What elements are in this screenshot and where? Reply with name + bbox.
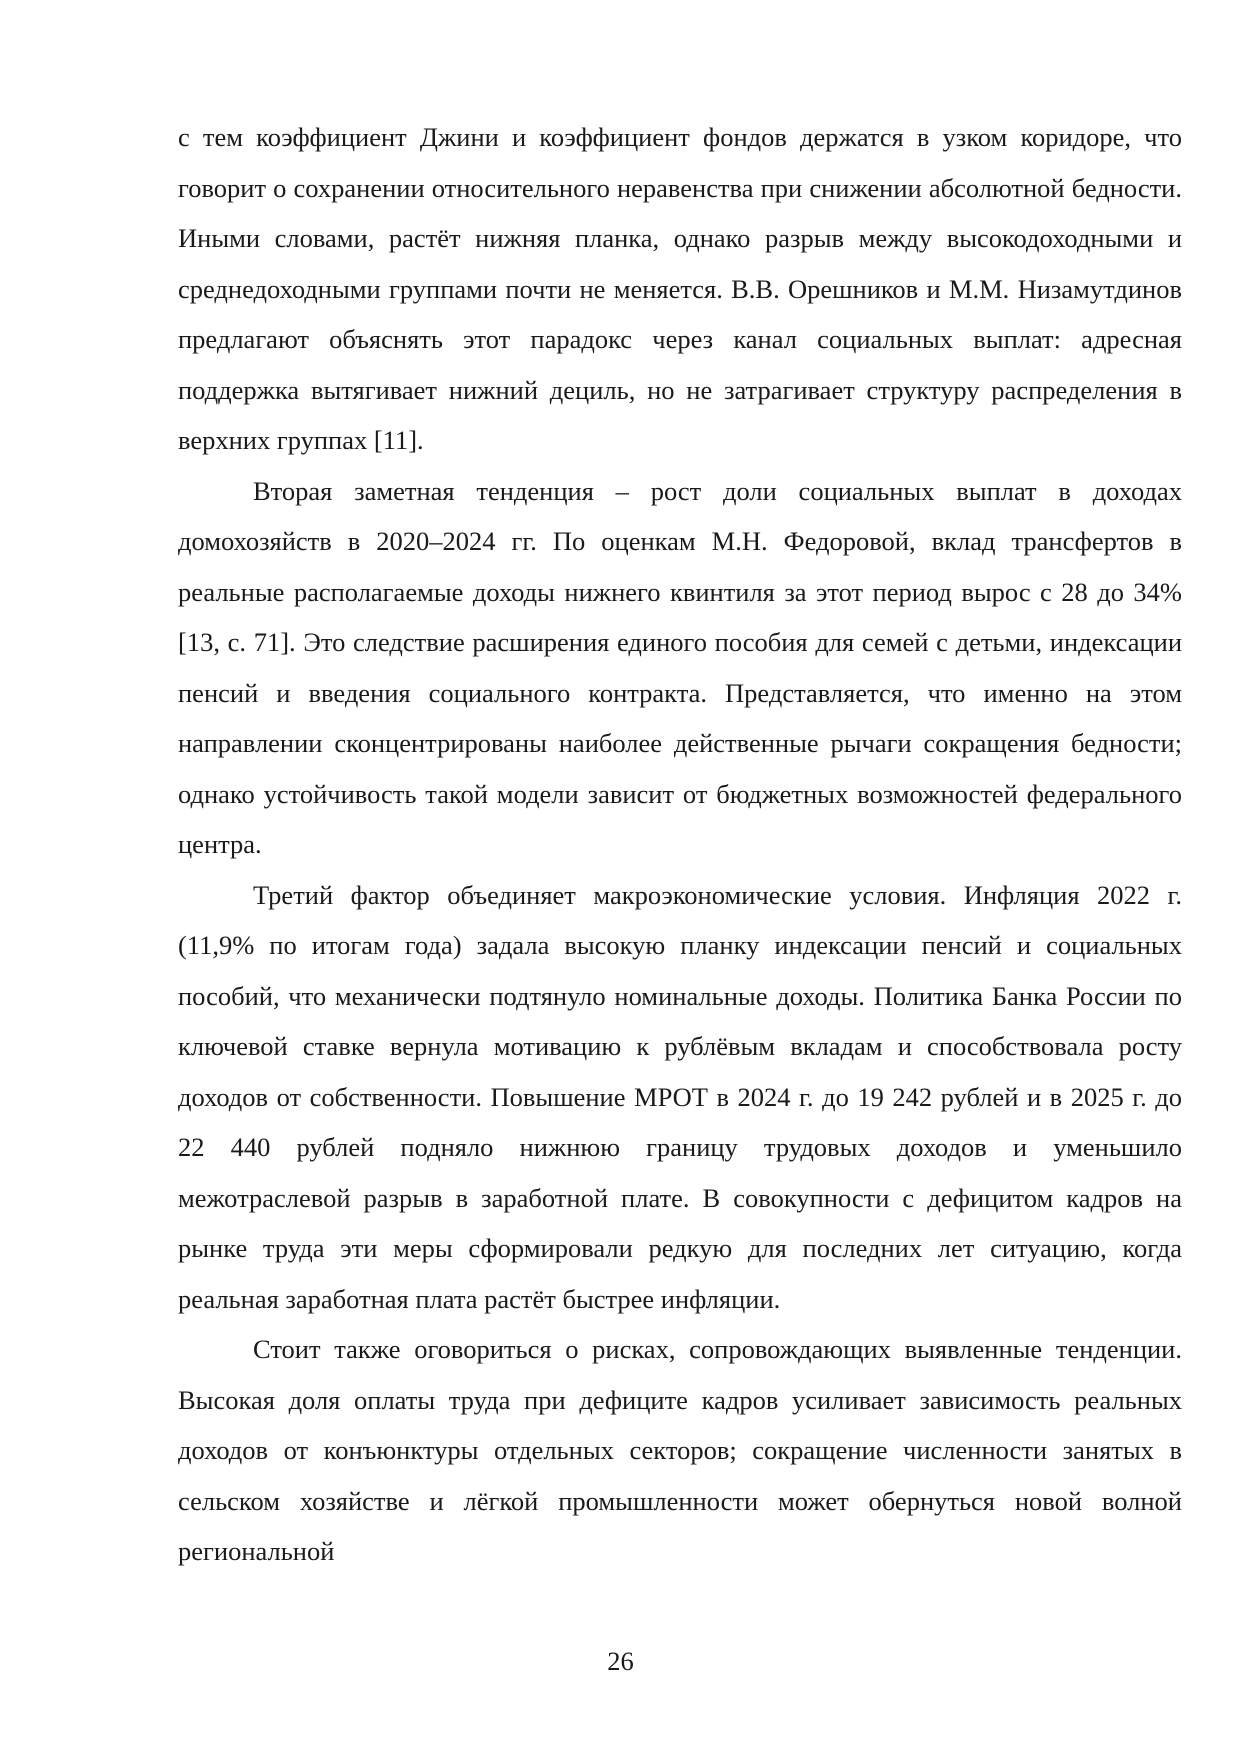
paragraph-3: Третий фактор объединяет макроэкономические условия. Инфляция 2022 г. (11,9% по итогам года) задала высокую планку индексации пенсий и социальных пособий, что механически подтянуло номинальные доходы. Политика Банка России по ключевой ставке вернула мотивацию к рублёвым вкладам и способствовала росту доходов от собственности. Повышение МРОТ в 2024 г. до 19 242 рублей и в 2025 г. до 22 440 рублей подняло нижнюю границу трудовых доходов и уменьшило межотраслевой разрыв в заработной плате. В совокупности с дефицитом кадров на рынке труда эти меры сформировали редкую для последних лет ситуацию, когда реальная заработная плата растёт быстрее инфляции.	[178, 879, 1182, 1314]
paragraph-4: Стоит также оговориться о рисках, сопровождающих выявленные тенденции. Высокая доля оплаты труда при дефиците кадров усиливает зависимость реальных доходов от конъюнктуры отдельных секторов; сокращение численности занятых в сельском хозяйстве и лёгкой промышленности может обернуться новой волной региональной	[178, 1334, 1182, 1566]
paragraph-1: с тем коэффициент Джини и коэффициент фондов держатся в узком коридоре, что говорит о сохранении относительного неравенства при снижении абсолютной бедности. Иными словами, растёт нижняя планка, однако разрыв между высокодоходными и среднедоходными группами почти не меняется. В.В. Орешников и М.М. Низамутдинов предлагают объяснять этот парадокс через канал социальных выплат: адресная поддержка вытягивает нижний дециль, но не затрагивает структуру распределения в верхних группах [11].	[178, 122, 1182, 455]
document-body	[178, 112, 1182, 1577]
page-number: 26	[607, 1646, 634, 1676]
paragraph-2: Вторая заметная тенденция – рост доли социальных выплат в доходах домохозяйств в 2020–2024 гг. По оценкам М.Н. Федоровой, вклад трансфертов в реальные располагаемые доходы нижнего квинтиля за этот период вырос с 28 до 34% [13, с. 71]. Это следствие расширения единого пособия для семей с детьми, индексации пенсий и введения социального контракта. Представляется, что именно на этом направлении сконцентрированы наиболее действенные рычаги сокращения бедности; однако устойчивость такой модели зависит от бюджетных возможностей федерального центра.	[178, 475, 1182, 859]
